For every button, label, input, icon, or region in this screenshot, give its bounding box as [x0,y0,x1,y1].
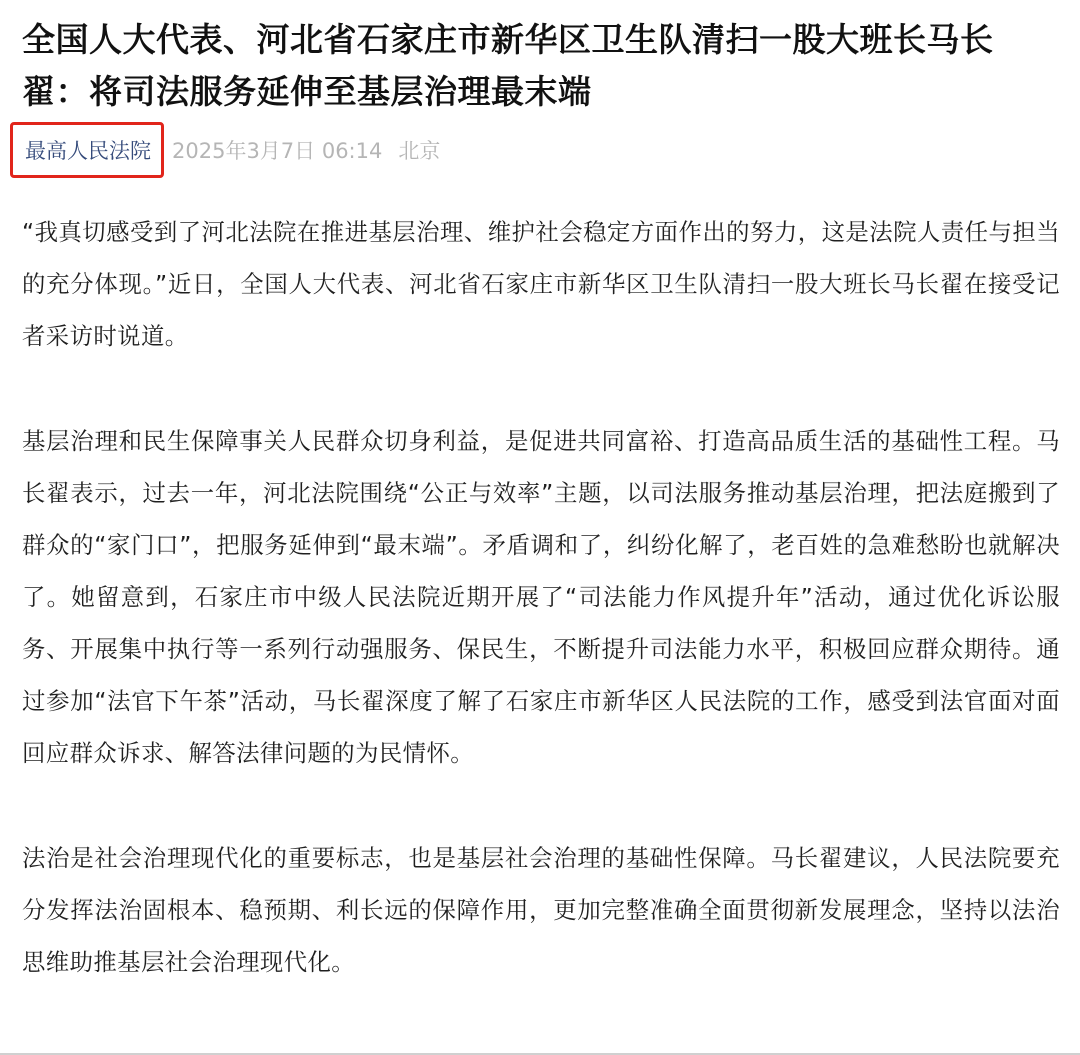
article-paragraph: 法治是社会治理现代化的重要标志，也是基层社会治理的基础性保障。马长翟建议，人民法院要充分发挥法治固根本、稳预期、利长远的保障作用，更加完整准确全面贯彻新发展理念，坚持以法治思维助推基层社会治理现代化。 [22,844,1060,976]
source-highlight-box [10,122,164,178]
article-meta [22,120,1060,180]
publish-location: 北京 [398,139,441,163]
article-body [22,206,1060,988]
article-paragraph: 基层治理和民生保障事关人民群众切身利益，是促进共同富裕、打造高品质生活的基础性工程。马长翟表示，过去一年，河北法院围绕“公正与效率”主题，以司法服务推动基层治理，把法庭搬到了群众的“家门口”，把服务延伸到“最末端”。矛盾调和了，纠纷化解了，老百姓的急难愁盼也就解决了。她留意到，石家庄市中级人民法院近期开展了“司法能力作风提升年”活动，通过优化诉讼服务、开展集中执行等一系列行动强服务、保民生，不断提升司法能力水平，积极回应群众期待。通过参加“法官下午茶”活动，马长翟深度了解了石家庄市新华区人民法院的工作，感受到法官面对面回应群众诉求、解答法律问题的为民情怀。 [22,427,1060,767]
article-title: 全国人大代表、河北省石家庄市新华区卫生队清扫一股大班长马长翟：将司法服务延伸至基层治理最末端 [22,20,994,111]
source-link[interactable]: 最高人民法院 [25,139,151,163]
publish-date: 2025年3月7日 06:14 [172,139,383,163]
article-paragraph: “我真切感受到了河北法院在推进基层治理、维护社会稳定方面作出的努力，这是法院人责任与担当的充分体现。”近日，全国人大代表、河北省石家庄市新华区卫生队清扫一股大班长马长翟在接受记者采访时说道。 [22,218,1060,350]
